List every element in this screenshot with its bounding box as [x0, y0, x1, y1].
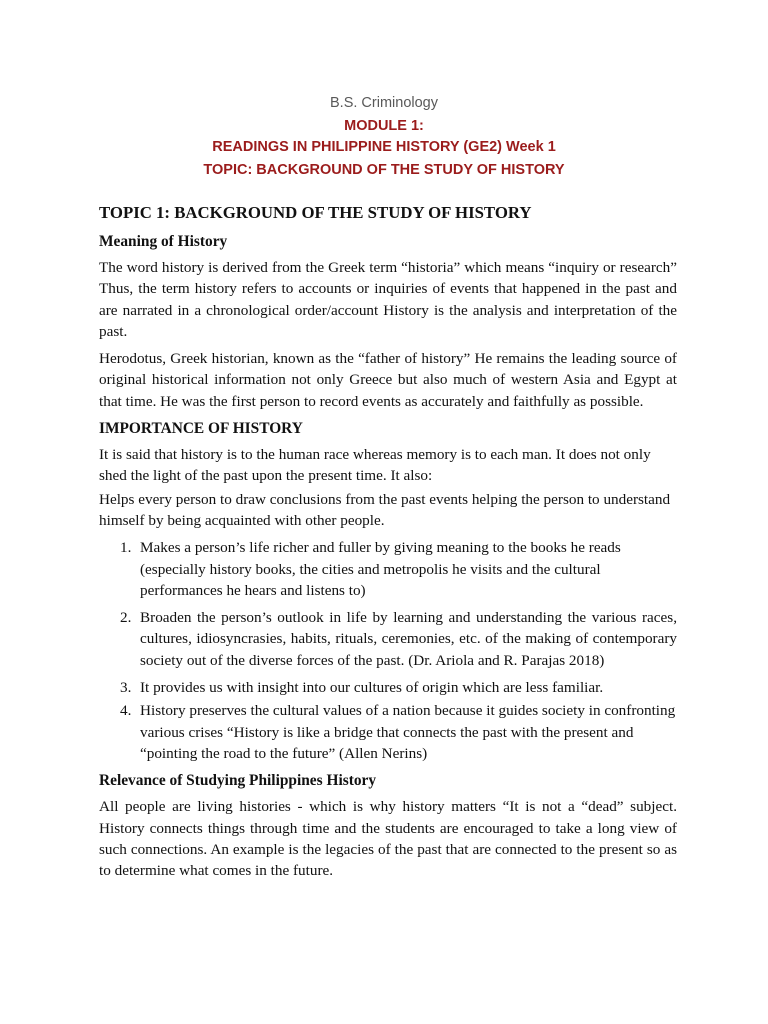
course-title: READINGS IN PHILIPPINE HISTORY (GE2) Week 1: [212, 139, 556, 155]
list-item: [120, 677, 677, 698]
topic-header: TOPIC: BACKGROUND OF THE STUDY OF HISTORY: [203, 162, 565, 178]
list-item-text: Broaden the person’s outlook in life by learning and understanding the various races, cultures, idiosyncrasies, habits, rituals, ceremonies, etc. of the making of contemporary society out of the diverse forces of the past. (Dr. Ariola and R. Parajas 2018): [140, 609, 677, 669]
list-item: [120, 700, 677, 764]
document-body: [99, 201, 677, 887]
relevance-heading: Relevance of Studying Philippines History: [99, 772, 377, 790]
relevance-paragraph: All people are living histories - which is why history matters “It is not a “dead” subject. History connects things through time and the students are encouraged to take a long view of such connections. An example is the legacies of the past that are connected to the present so as to determine what comes in the future.: [99, 798, 677, 880]
list-item-text: Makes a person’s life richer and fuller by giving meaning to the books he reads (especially history books, the cities and metropolis he visits and the cultural performances he hears and listens to): [140, 539, 621, 599]
module-label: MODULE 1:: [344, 118, 424, 134]
importance-list: [99, 537, 677, 764]
meaning-heading: Meaning of History: [99, 233, 228, 250]
importance-paragraph-1: It is said that history is to the human race whereas memory is to each man. It does not only shed the light of the past upon the present time. It also:: [99, 446, 651, 485]
list-item: [120, 537, 677, 601]
list-item-number: 4.: [120, 702, 132, 720]
meaning-paragraph-1: The word history is derived from the Greek term “historia” which means “inquiry or research” Thus, the term history refers to accounts or inquiries of events that happened in the past and are narrated in a chronological order/account History is the analysis and interpretation of the past.: [99, 259, 677, 340]
importance-heading: IMPORTANCE OF HISTORY: [99, 420, 303, 438]
list-item-number: 1.: [120, 539, 132, 557]
program-label: B.S. Criminology: [330, 95, 438, 111]
list-item-text: History preserves the cultural values of a nation because it guides society in confronting various crises “History is like a bridge that connects the past with the present and “pointing the road to the future” (Allen Nerins): [140, 702, 676, 762]
topic-title: TOPIC 1: BACKGROUND OF THE STUDY OF HISTORY: [99, 203, 532, 222]
list-item-number: 3.: [120, 679, 132, 697]
meaning-paragraph-2: Herodotus, Greek historian, known as the “father of history” He remains the leading source of original historical information not only Greece but also much of western Asia and Egypt at that time. He was the first person to record events as accurately and faithfully as possible.: [99, 350, 677, 410]
list-item-number: 2.: [120, 609, 132, 627]
list-item: [120, 607, 677, 671]
importance-paragraph-2: Helps every person to draw conclusions from the past events helping the person to understand himself by being acquainted with other people.: [99, 490, 671, 529]
list-item-text: It provides us with insight into our cultures of origin which are less familiar.: [140, 679, 604, 697]
